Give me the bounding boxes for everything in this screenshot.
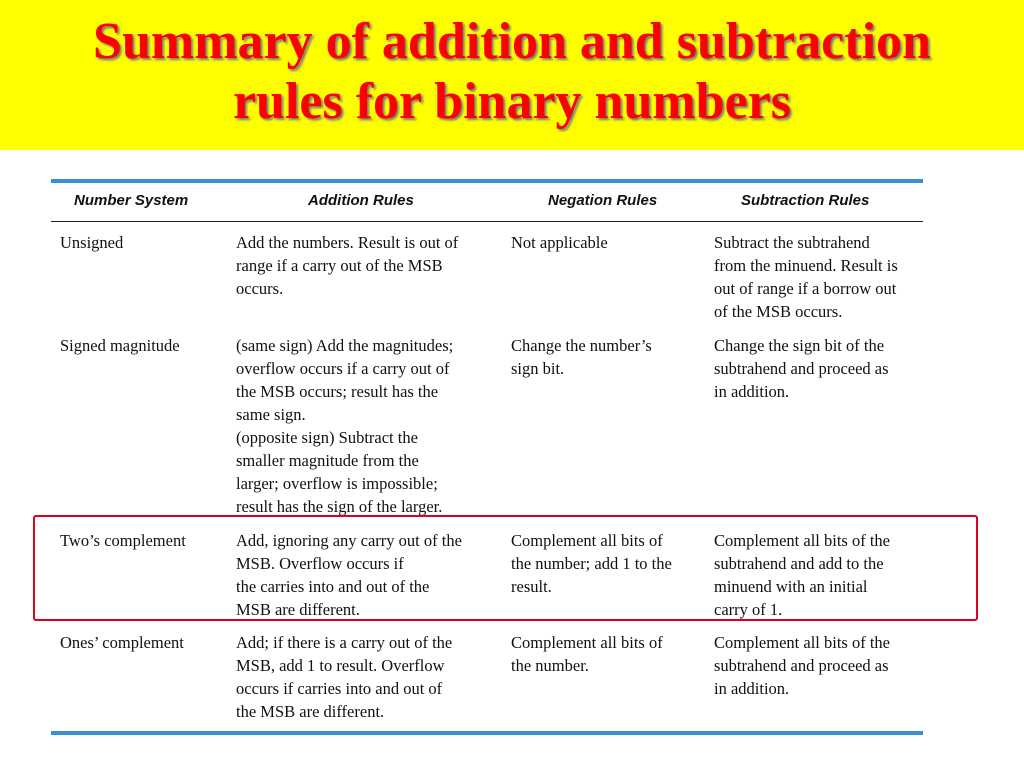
row-unsigned-system <box>60 231 230 254</box>
row-signed-magnitude-addition <box>236 334 506 518</box>
cell-line: subtrahend and add to the <box>714 554 884 573</box>
cell-line: (opposite sign) Subtract the <box>236 428 418 447</box>
cell-line: Unsigned <box>60 233 124 252</box>
row-ones-complement-addition <box>236 631 506 723</box>
cell-line: MSB. Overflow occurs if <box>236 554 404 573</box>
cell-line: overflow occurs if a carry out of <box>236 359 450 378</box>
row-twos-complement-negation <box>511 529 711 598</box>
cell-line: range if a carry out of the MSB <box>236 256 443 275</box>
cell-line: the MSB occurs; result has the <box>236 382 439 401</box>
cell-line: out of range if a borrow out <box>714 279 897 298</box>
cell-line: Complement all bits of the <box>714 531 890 550</box>
table-top-rule <box>51 179 923 183</box>
row-ones-complement-negation <box>511 631 711 677</box>
cell-line: MSB are different. <box>236 600 360 619</box>
header-negation-rules: Negation Rules <box>548 192 658 209</box>
row-ones-complement-subtraction <box>714 631 924 700</box>
cell-line: Complement all bits of the <box>714 633 890 652</box>
cell-line: in addition. <box>714 382 790 401</box>
header-number-system: Number System <box>74 192 189 209</box>
cell-line: result. <box>511 577 552 596</box>
cell-line: (same sign) Add the magnitudes; <box>236 336 454 355</box>
cell-line: same sign. <box>236 405 306 424</box>
row-twos-complement-system <box>60 529 230 552</box>
cell-line: in addition. <box>714 679 790 698</box>
row-unsigned-subtraction <box>714 231 924 323</box>
row-unsigned-negation <box>511 231 711 254</box>
cell-line: of the MSB occurs. <box>714 302 843 321</box>
cell-line: Subtract the subtrahend <box>714 233 870 252</box>
row-twos-complement-addition <box>236 529 506 621</box>
cell-line: sign bit. <box>511 359 565 378</box>
cell-line: Not applicable <box>511 233 608 252</box>
cell-line: minuend with an initial <box>714 577 868 596</box>
cell-line: the carries into and out of the <box>236 577 430 596</box>
header-addition-rules: Addition Rules <box>308 192 414 209</box>
table-header-rule <box>51 221 923 222</box>
cell-line: result has the sign of the larger. <box>236 497 443 516</box>
cell-line: subtrahend and proceed as <box>714 359 889 378</box>
slide-title-line-2: rules for binary numbers <box>232 73 792 130</box>
cell-line: Change the number’s <box>511 336 652 355</box>
row-signed-magnitude-negation <box>511 334 711 380</box>
cell-line: Add, ignoring any carry out of the <box>236 531 462 550</box>
cell-line: MSB, add 1 to result. Overflow <box>236 656 445 675</box>
table-bottom-rule <box>51 731 923 735</box>
cell-line: from the minuend. Result is <box>714 256 898 275</box>
row-signed-magnitude-subtraction <box>714 334 924 403</box>
row-twos-complement-subtraction <box>714 529 924 621</box>
cell-line: Change the sign bit of the <box>714 336 885 355</box>
row-ones-complement-system <box>60 631 230 654</box>
cell-line: the MSB are different. <box>236 702 385 721</box>
cell-line: the number. <box>511 656 589 675</box>
cell-line: subtrahend and proceed as <box>714 656 889 675</box>
cell-line: Complement all bits of <box>511 633 663 652</box>
cell-line: occurs. <box>236 279 284 298</box>
slide-title-line-1: Summary of addition and subtraction <box>93 13 931 70</box>
cell-line: the number; add 1 to the <box>511 554 672 573</box>
slide-title <box>0 12 1024 132</box>
row-unsigned-addition <box>236 231 506 300</box>
cell-line: Signed magnitude <box>60 336 180 355</box>
cell-line: occurs if carries into and out of <box>236 679 443 698</box>
title-band <box>0 0 1024 150</box>
cell-line: larger; overflow is impossible; <box>236 474 438 493</box>
cell-line: Add the numbers. Result is out of <box>236 233 459 252</box>
cell-line: carry of 1. <box>714 600 783 619</box>
cell-line: Ones’ complement <box>60 633 184 652</box>
cell-line: smaller magnitude from the <box>236 451 419 470</box>
cell-line: Two’s complement <box>60 531 186 550</box>
header-subtraction-rules: Subtraction Rules <box>741 192 870 209</box>
row-signed-magnitude-system <box>60 334 230 357</box>
cell-line: Complement all bits of <box>511 531 663 550</box>
cell-line: Add; if there is a carry out of the <box>236 633 453 652</box>
